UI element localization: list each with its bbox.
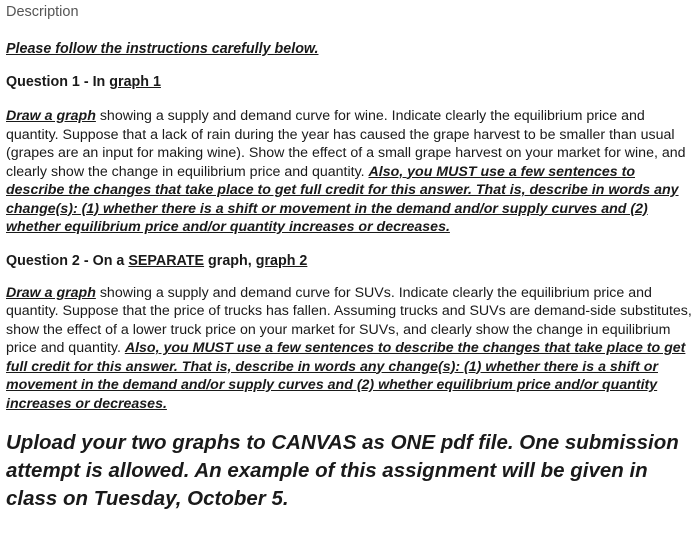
question-2-heading: [6, 252, 692, 270]
upload-instructions: Upload your two graphs to CANVAS as ONE pdf file. One submission attempt is allowed. An example of this assignment will be given in class on Tuesday, October 5.: [6, 431, 679, 510]
question-1-heading: [6, 73, 692, 91]
question-2-text: showing a supply and demand curve for SUVs. Indicate clearly the equilibrium price and quantity. Suppose that the price of trucks has fallen. Assuming trucks and SUVs are demand-side substitutes, show the effect of a lower truck price on your market for SUVs, and clearly show the change in equilibrium price and quantity.: [6, 284, 692, 356]
question-2-emphasis: Also, you MUST use a few sentences to describe the changes that take place to get full credit for this answer. That is, describe in words any change(s): (1) whether there is a shift or movement in the demand and/or supply curves and (2) whether equilibrium price and/or quantity increases or decreases.: [6, 340, 686, 412]
question-1-graph-label: graph 1: [109, 74, 161, 90]
question-1-heading-prefix: Question 1 - In: [6, 74, 110, 90]
question-2-lead: Draw a graph: [6, 284, 96, 301]
question-1-body: [6, 107, 692, 237]
question-2-separate-label: SEPARATE: [128, 252, 205, 269]
description-label: Description: [6, 4, 79, 20]
question-2-body: [6, 284, 692, 414]
instructions-note: Please follow the instructions carefully below.: [6, 41, 319, 57]
question-1-text: showing a supply and demand curve for wine. Indicate clearly the equilibrium price and quantity. Suppose that a lack of rain during the year has caused the grape harvest to be smaller than usual (grapes are an input for making wine). Show the effect of a small grape harvest on your market for wine, and clearly show the change in equilibrium price and quantity.: [6, 108, 686, 180]
question-2-heading-middle: graph,: [204, 252, 256, 269]
question-2-heading-prefix: Question 2 - On a: [6, 252, 129, 269]
question-2-graph-label: graph 2: [255, 252, 308, 269]
question-1-lead: Draw a graph: [6, 108, 96, 124]
question-1-emphasis: Also, you MUST use a few sentences to describe the changes that take place to get full credit for this answer. That is, describe in words any change(s): (1) whether there is a shift or movement in the demand and/or supply curves and (2) whether equilibrium price and/or quantity increases or decreases.: [6, 163, 679, 235]
